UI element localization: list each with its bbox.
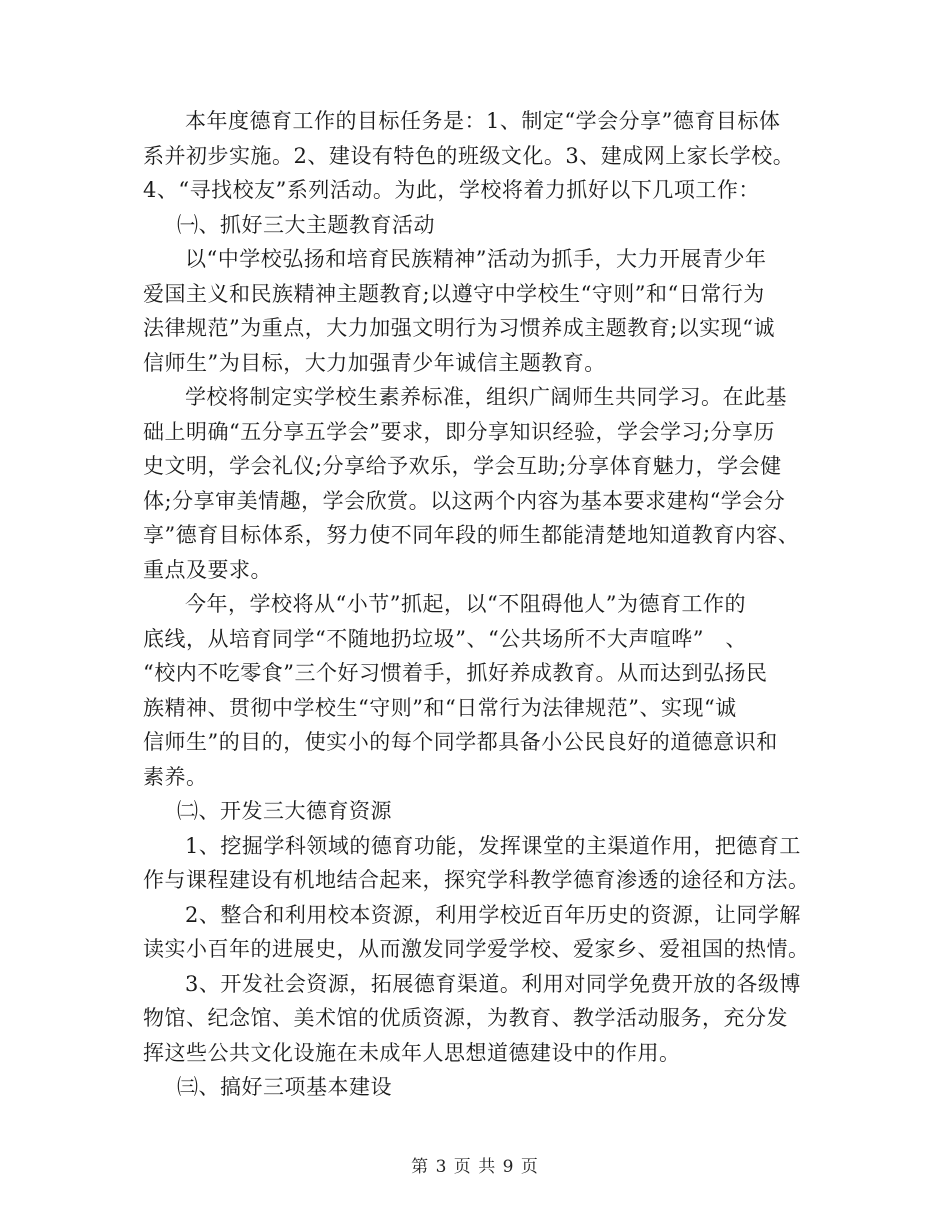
text-line: 1、挖掘学科领域的德育功能，发挥课堂的主渠道作用，把德育工 <box>185 833 801 858</box>
text-line: 素养。 <box>143 764 208 789</box>
text-line: 本年度德育工作的目标任务是：1、制定“学会分享”德育目标体 <box>185 109 781 133</box>
heading-text: ㈠、抓好三大主题教育活动 <box>177 212 435 237</box>
text-line: 学校将制定实学校生素养标准，组织广阔师生共同学习。在此基 <box>185 385 787 409</box>
text-line: 系并初步实施。2、建设有特色的班级文化。3、建成网上家长学校。 <box>143 143 795 168</box>
text-line: 3、开发社会资源，拓展德育渠道。利用对同学免费开放的各级博 <box>185 971 801 996</box>
text-line: 读实小百年的进展史，从而激发同学爱学校、爱家乡、爱祖国的热情。 <box>143 937 810 961</box>
text-line: 享”德育目标体系，努力使不同年段的师生都能清楚地知道教育内容、 <box>143 523 800 547</box>
text-line: 爱国主义和民族精神主题教育;以遵守中学校生“守则”和“日常行为 <box>143 281 765 306</box>
section-heading-1 <box>143 208 813 243</box>
paragraph-subject-resources <box>143 829 813 898</box>
text-line: 以“中学校弘扬和培育民族精神”活动为抓手，大力开展青少年 <box>185 247 767 271</box>
text-line: 物馆、纪念馆、美术馆的优质资源，为教育、教学活动服务，充分发 <box>143 1006 788 1030</box>
text-line: 今年，学校将从“小节”抓起，以“不阻碍他人”为德育工作的 <box>185 592 746 616</box>
text-line: 信师生”的目的，使实小的每个同学都具备小公民良好的道德意识和 <box>143 730 778 754</box>
text-line: 体;分享审美情趣，学会欣赏。以这两个内容为基本要求建构“学会分 <box>143 488 786 513</box>
text-line: 重点及要求。 <box>143 557 272 582</box>
paragraph-school-resources <box>143 898 813 967</box>
text-line: 信师生”为目标，大力加强青少年诚信主题教育。 <box>143 350 606 375</box>
paragraph-habits <box>143 587 813 794</box>
page-number-footer: 第 3 页 共 9 页 <box>411 1157 539 1177</box>
text-line: 史文明，学会礼仪;分享给予欢乐，学会互助;分享体育魅力，学会健 <box>143 454 782 478</box>
text-line: 2、整合和利用校本资源，利用学校近百年历史的资源，让同学解 <box>185 902 801 927</box>
text-line: 底线，从培育同学“不随地扔垃圾”、“公共场所不大声喧哗” 、 <box>143 626 747 651</box>
text-line: 4、“寻找校友”系列活动。为此，学校将着力抓好以下几项工作： <box>143 178 760 202</box>
text-line: “校内不吃零食”三个好习惯着手，抓好养成教育。从而达到弘扬民 <box>143 661 768 685</box>
document-body <box>143 104 813 1105</box>
text-line: 法律规范”为重点，大力加强文明行为习惯养成主题教育;以实现“诚 <box>143 316 776 340</box>
heading-text: ㈢、搞好三项基本建设 <box>177 1075 392 1099</box>
text-line: 挥这些公共文化设施在未成年人思想道德建设中的作用。 <box>143 1040 681 1065</box>
paragraph-theme-education <box>143 242 813 380</box>
paragraph-social-resources <box>143 967 813 1071</box>
heading-text: ㈡、开发三大德育资源 <box>177 799 392 823</box>
paragraph-standards <box>143 380 813 587</box>
section-heading-2 <box>143 794 813 829</box>
text-line: 族精神、贯彻中学校生“守则”和“日常行为法律规范”、实现“诚 <box>143 695 737 720</box>
section-heading-3 <box>143 1070 813 1105</box>
text-line: 础上明确“五分享五学会”要求，即分享知识经验，学会学习;分享历 <box>143 419 776 444</box>
text-line: 作与课程建设有机地结合起来，探究学科教学德育渗透的途径和方法。 <box>143 868 810 892</box>
paragraph-goals <box>143 104 813 208</box>
